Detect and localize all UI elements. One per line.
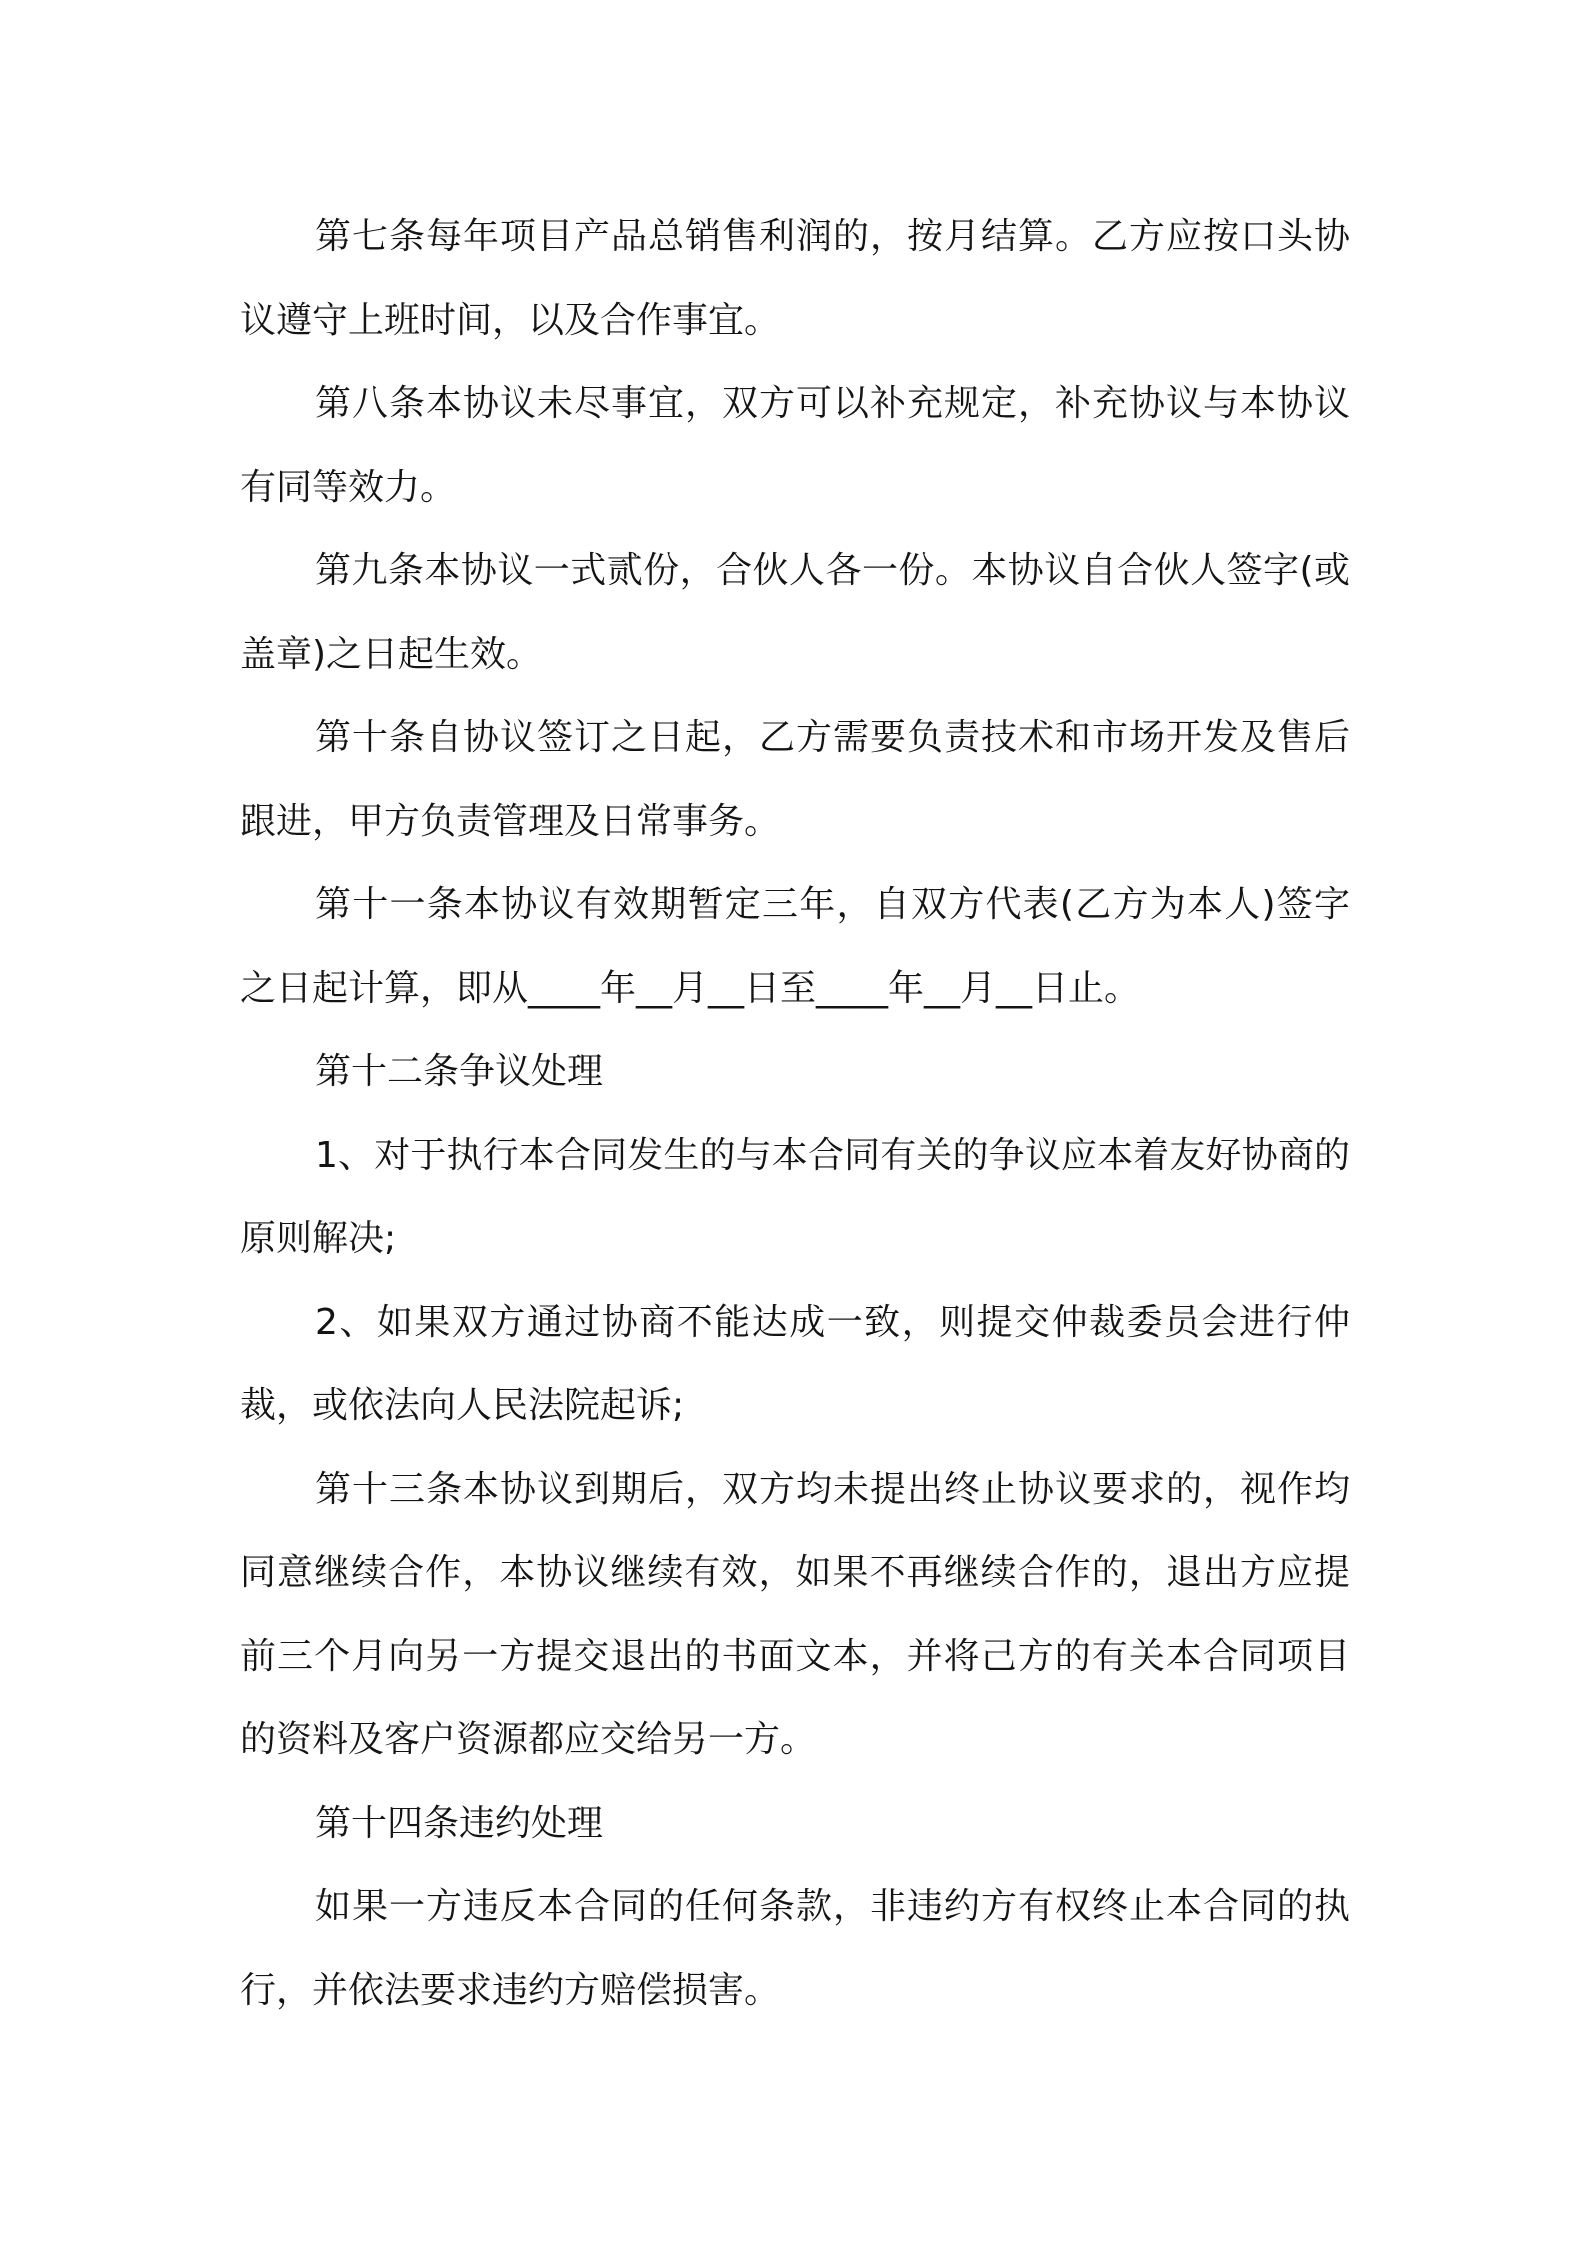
paragraph-article-11: 第十一条本协议有效期暂定三年，自双方代表(乙方为本人)签字之日起计算，即从____年__月__日至____年__月__日止。 bbox=[240, 884, 1350, 1009]
list-item-dispute-2: 2、如果双方通过协商不能达成一致，则提交仲裁委员会进行仲裁，或依法向人民法院起诉; bbox=[240, 1301, 1350, 1426]
paragraph-article-9: 第九条本协议一式贰份，合伙人各一份。本协议自合伙人签字(或盖章)之日起生效。 bbox=[240, 550, 1350, 675]
paragraph-breach: 如果一方违反本合同的任何条款，非违约方有权终止本合同的执行，并依法要求违约方赔偿损害。 bbox=[240, 1886, 1350, 2011]
paragraph-article-8: 第八条本协议未尽事宜，双方可以补充规定，补充协议与本协议有同等效力。 bbox=[240, 383, 1350, 508]
heading-article-12: 第十二条争议处理 bbox=[315, 1051, 604, 1092]
paragraph-article-13: 第十三条本协议到期后，双方均未提出终止协议要求的，视作均同意继续合作，本协议继续有效，如果不再继续合作的，退出方应提前三个月向另一方提交退出的书面文本，并将己方的有关本合同项目的资料及客户资源都应交给另一方。 bbox=[240, 1468, 1350, 1760]
paragraph-article-10: 第十条自协议签订之日起，乙方需要负责技术和市场开发及售后跟进，甲方负责管理及日常事务。 bbox=[240, 717, 1350, 842]
list-item-dispute-1: 1、对于执行本合同发生的与本合同有关的争议应本着友好协商的原则解决; bbox=[240, 1134, 1350, 1259]
paragraph-article-7: 第七条每年项目产品总销售利润的，按月结算。乙方应按口头协议遵守上班时间，以及合作事宜。 bbox=[240, 216, 1350, 341]
document-body bbox=[240, 195, 1350, 2032]
heading-article-14: 第十四条违约处理 bbox=[315, 1802, 604, 1844]
